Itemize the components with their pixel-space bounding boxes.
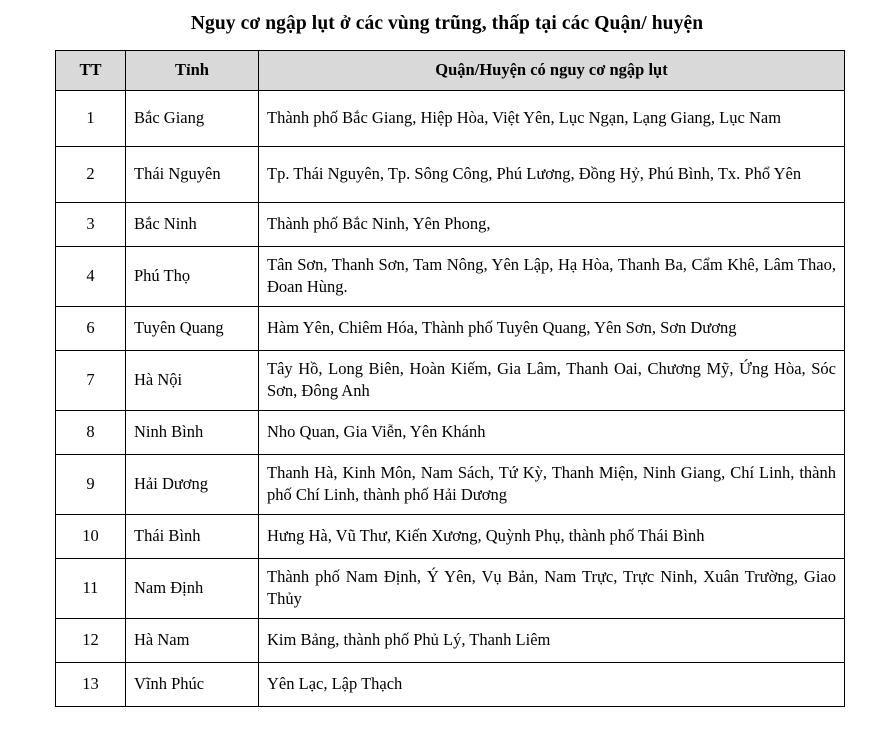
cell-tt: 9: [56, 454, 126, 514]
cell-tt: 2: [56, 147, 126, 203]
table-row: [56, 514, 845, 558]
cell-tt: 10: [56, 514, 126, 558]
cell-tt: 12: [56, 618, 126, 662]
cell-province: Hà Nam: [126, 618, 259, 662]
cell-districts: Tân Sơn, Thanh Sơn, Tam Nông, Yên Lập, Hạ Hòa, Thanh Ba, Cẩm Khê, Lâm Thao, Đoan Hùng.: [259, 247, 845, 307]
cell-districts: Nho Quan, Gia Viễn, Yên Khánh: [259, 410, 845, 454]
cell-districts: Yên Lạc, Lập Thạch: [259, 662, 845, 706]
page-title: Nguy cơ ngập lụt ở các vùng trũng, thấp tại các Quận/ huyện: [190, 13, 704, 34]
table-header: [56, 51, 845, 91]
table-row: [56, 410, 845, 454]
cell-tt: 11: [56, 558, 126, 618]
cell-province: Ninh Bình: [126, 410, 259, 454]
table-row: [56, 350, 845, 410]
cell-districts: Tây Hồ, Long Biên, Hoàn Kiếm, Gia Lâm, Thanh Oai, Chương Mỹ, Ứng Hòa, Sóc Sơn, Đông Anh: [259, 350, 845, 410]
cell-tt: 13: [56, 662, 126, 706]
flood-risk-table-container: [55, 50, 844, 707]
cell-province: Nam Định: [126, 558, 259, 618]
cell-districts: Hàm Yên, Chiêm Hóa, Thành phố Tuyên Quang, Yên Sơn, Sơn Dương: [259, 306, 845, 350]
flood-risk-table: [55, 50, 845, 707]
column-header-province: Tỉnh: [126, 51, 259, 91]
table-body: [56, 91, 845, 707]
cell-districts: Hưng Hà, Vũ Thư, Kiến Xương, Quỳnh Phụ, thành phố Thái Bình: [259, 514, 845, 558]
cell-province: Hà Nội: [126, 350, 259, 410]
table-row: [56, 454, 845, 514]
cell-tt: 4: [56, 247, 126, 307]
cell-districts: Thành phố Bắc Ninh, Yên Phong,: [259, 203, 845, 247]
table-row: [56, 306, 845, 350]
column-header-tt: TT: [56, 51, 126, 91]
table-row: [56, 662, 845, 706]
cell-province: Bắc Giang: [126, 91, 259, 147]
cell-province: Bắc Ninh: [126, 203, 259, 247]
table-row: [56, 91, 845, 147]
table-row: [56, 618, 845, 662]
cell-tt: 7: [56, 350, 126, 410]
table-header-row: [56, 51, 845, 91]
cell-districts: Tp. Thái Nguyên, Tp. Sông Công, Phú Lương, Đồng Hỷ, Phú Bình, Tx. Phổ Yên: [259, 147, 845, 203]
cell-tt: 6: [56, 306, 126, 350]
table-row: [56, 558, 845, 618]
table-row: [56, 147, 845, 203]
cell-province: Phú Thọ: [126, 247, 259, 307]
cell-province: Vĩnh Phúc: [126, 662, 259, 706]
table-row: [56, 247, 845, 307]
cell-province: Thái Nguyên: [126, 147, 259, 203]
cell-districts: Thành phố Bắc Giang, Hiệp Hòa, Việt Yên, Lục Ngạn, Lạng Giang, Lục Nam: [259, 91, 845, 147]
cell-province: Thái Bình: [126, 514, 259, 558]
cell-tt: 3: [56, 203, 126, 247]
table-row: [56, 203, 845, 247]
cell-districts: Thanh Hà, Kinh Môn, Nam Sách, Tứ Kỳ, Thanh Miện, Ninh Giang, Chí Linh, thành phố Chí Linh, thành phố Hải Dương: [259, 454, 845, 514]
cell-province: Hải Dương: [126, 454, 259, 514]
cell-districts: Kim Bảng, thành phố Phủ Lý, Thanh Liêm: [259, 618, 845, 662]
cell-province: Tuyên Quang: [126, 306, 259, 350]
column-header-districts: Quận/Huyện có nguy cơ ngập lụt: [259, 51, 845, 91]
cell-tt: 1: [56, 91, 126, 147]
cell-districts: Thành phố Nam Định, Ý Yên, Vụ Bản, Nam Trực, Trực Ninh, Xuân Trường, Giao Thủy: [259, 558, 845, 618]
cell-tt: 8: [56, 410, 126, 454]
